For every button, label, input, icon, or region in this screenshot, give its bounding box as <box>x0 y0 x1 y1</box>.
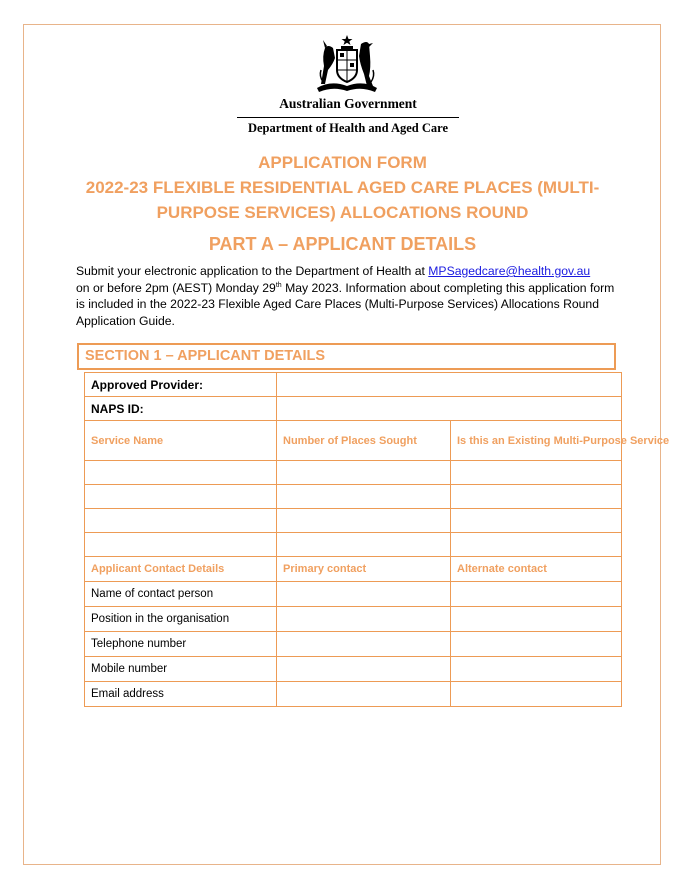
primary-contact-cell[interactable] <box>277 607 451 632</box>
naps-id-field[interactable] <box>277 397 622 421</box>
contact-header-row <box>85 557 622 582</box>
service-name-cell[interactable] <box>85 461 277 485</box>
form-subtitle-line-1: 2022-23 FLEXIBLE RESIDENTIAL AGED CARE PLACES (MULTI- <box>85 178 600 197</box>
service-name-header: Service Name <box>85 421 277 461</box>
alternate-contact-cell[interactable] <box>451 682 622 707</box>
intro-text-start: Submit your electronic application to the Department of Health at <box>76 264 429 278</box>
table-row <box>85 461 622 485</box>
government-name: Australian Government <box>279 96 417 111</box>
approved-provider-label: Approved Provider: <box>85 373 277 397</box>
position-label: Position in the organisation <box>85 607 277 632</box>
table-row <box>85 607 622 632</box>
alternate-contact-cell[interactable] <box>451 607 622 632</box>
contact-details-header: Applicant Contact Details <box>85 557 277 582</box>
intro-paragraph <box>76 263 616 329</box>
service-header-row <box>85 421 622 461</box>
primary-contact-cell[interactable] <box>277 632 451 657</box>
places-sought-cell[interactable] <box>277 485 451 509</box>
alternate-contact-cell[interactable] <box>451 657 622 682</box>
table-row <box>85 582 622 607</box>
date-suffix: th <box>275 281 282 289</box>
commonwealth-coat-of-arms-icon <box>311 34 383 96</box>
section-1-heading: SECTION 1 – APPLICANT DETAILS <box>77 343 616 370</box>
contact-name-label: Name of contact person <box>85 582 277 607</box>
telephone-label: Telephone number <box>85 632 277 657</box>
form-subtitle-line-2: PURPOSE SERVICES) ALLOCATIONS ROUND <box>156 203 529 222</box>
table-row <box>85 373 622 397</box>
places-sought-header: Number of Places Sought <box>277 421 451 461</box>
service-name-cell[interactable] <box>85 533 277 557</box>
table-row <box>85 632 622 657</box>
service-name-cell[interactable] <box>85 485 277 509</box>
existing-mps-cell[interactable] <box>451 533 622 557</box>
existing-mps-cell[interactable] <box>451 485 622 509</box>
existing-mps-header: Is this an Existing Multi-Purpose Service <box>451 421 622 461</box>
existing-mps-cell[interactable] <box>451 509 622 533</box>
alternate-contact-header: Alternate contact <box>451 557 622 582</box>
places-sought-cell[interactable] <box>277 533 451 557</box>
existing-mps-cell[interactable] <box>451 461 622 485</box>
primary-contact-cell[interactable] <box>277 682 451 707</box>
intro-text-end: May 2023. Information about completing this application form is included in the 2022-23 Flexible Aged Care Places (Multi-Purpose Services) Allocations Round Application Guide. <box>76 280 615 328</box>
table-row <box>85 682 622 707</box>
table-row <box>85 509 622 533</box>
primary-contact-header: Primary contact <box>277 557 451 582</box>
table-row <box>85 533 622 557</box>
email-link[interactable]: MPSagedcare@health.gov.au <box>428 264 591 278</box>
form-title: APPLICATION FORM <box>258 153 427 172</box>
table-row <box>85 657 622 682</box>
intro-date-text: on or before 2pm (AEST) Monday 29 <box>76 280 276 295</box>
alternate-contact-cell[interactable] <box>451 582 622 607</box>
primary-contact-cell[interactable] <box>277 657 451 682</box>
places-sought-cell[interactable] <box>277 509 451 533</box>
table-row <box>85 397 622 421</box>
places-sought-cell[interactable] <box>277 461 451 485</box>
approved-provider-field[interactable] <box>277 373 622 397</box>
part-heading: PART A – APPLICANT DETAILS <box>208 234 477 254</box>
table-row <box>85 485 622 509</box>
applicant-details-table <box>84 372 670 707</box>
naps-id-label: NAPS ID: <box>85 397 277 421</box>
logo-divider <box>237 117 459 118</box>
email-label: Email address <box>85 682 277 707</box>
mobile-label: Mobile number <box>85 657 277 682</box>
primary-contact-cell[interactable] <box>277 582 451 607</box>
alternate-contact-cell[interactable] <box>451 632 622 657</box>
service-name-cell[interactable] <box>85 509 277 533</box>
government-logo <box>237 32 459 138</box>
department-name: Department of Health and Aged Care <box>247 121 449 135</box>
